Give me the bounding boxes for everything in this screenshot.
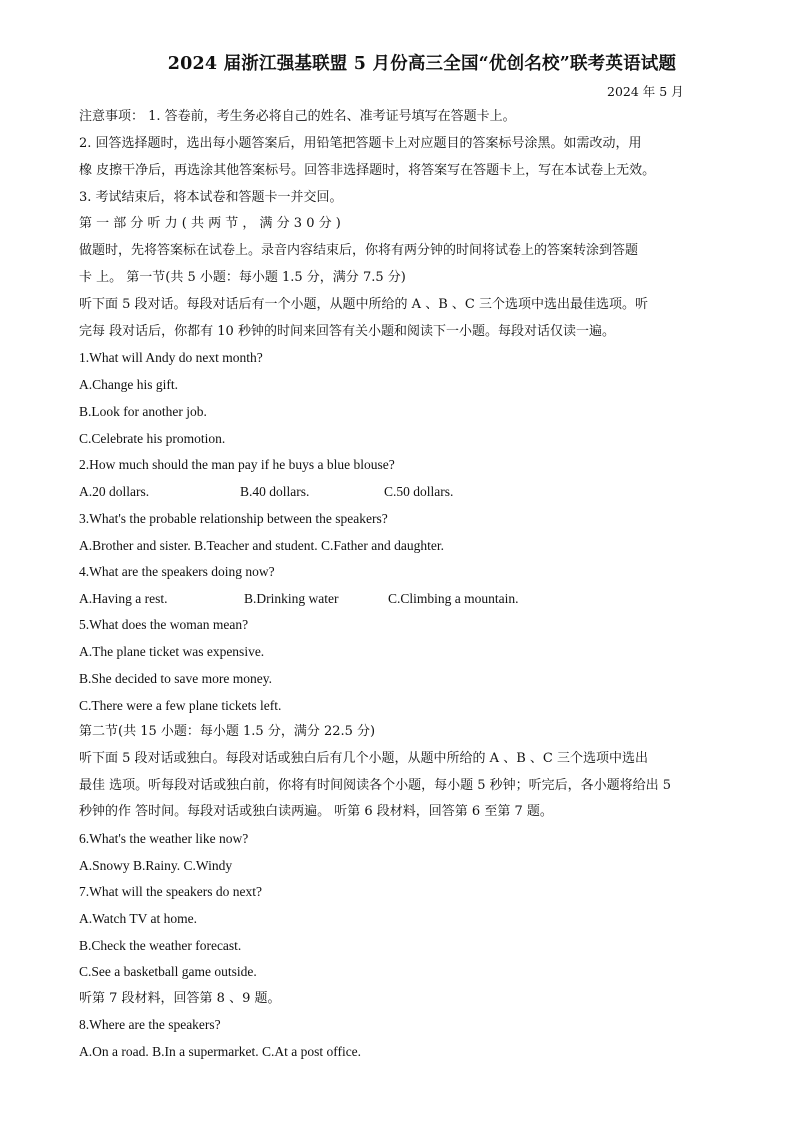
question-5-option-a: A.The plane ticket was expensive. bbox=[79, 644, 265, 659]
question-4-option-c: C.Climbing a mountain. bbox=[388, 591, 519, 606]
question-4-option-b: B.Drinking water bbox=[244, 591, 339, 606]
part1-intro-line-2: 卡 上。 第一节(共 5 小题：每小题 1.5 分，满分 7.5 分) bbox=[79, 270, 406, 285]
question-2-option-a: A.20 dollars. bbox=[79, 484, 150, 499]
question-2-option-b: B.40 dollars. bbox=[240, 484, 310, 499]
question-6-options: A.Snowy B.Rainy. C.Windy bbox=[79, 858, 233, 873]
question-3: 3.What's the probable relationship between the speakers? bbox=[79, 511, 388, 526]
question-1-option-a: A.Change his gift. bbox=[79, 377, 178, 392]
question-1: 1.What will Andy do next month? bbox=[79, 350, 263, 365]
question-3-options: A.Brother and sister. B.Teacher and student. C.Father and daughter. bbox=[79, 538, 444, 553]
question-4-option-a: A.Having a rest. bbox=[79, 591, 168, 606]
question-6: 6.What's the weather like now? bbox=[79, 831, 249, 846]
section2-instruction-line-1: 听下面 5 段对话或独白。每段对话或独白后有几个小题，从题中所给的 A 、B 、C 三个选项中选出 bbox=[79, 751, 648, 766]
notes-line-3: 橡 皮擦干净后，再选涂其他答案标号。回答非选择题时，将答案写在答题卡上，写在本试卷上无效。 bbox=[79, 163, 656, 178]
question-7-option-a: A.Watch TV at home. bbox=[79, 911, 198, 926]
question-1-option-b: B.Look for another job. bbox=[79, 404, 207, 419]
section2-instruction-line-3: 秒钟的作 答时间。每段对话或独白读两遍。 听第 6 段材料，回答第 6 至第 7 题。 bbox=[79, 804, 553, 819]
question-7-option-b: B.Check the weather forecast. bbox=[79, 938, 242, 953]
question-5-option-c: C.There were a few plane tickets left. bbox=[79, 698, 282, 713]
question-7-option-c: C.See a basketball game outside. bbox=[79, 964, 257, 979]
question-5: 5.What does the woman mean? bbox=[79, 617, 249, 632]
section2-instruction-line-2: 最佳 选项。听每段对话或独白前，你将有时间阅读各个小题，每小题 5 秒钟；听完后，各小题将给出 5 bbox=[79, 778, 672, 793]
part1-intro-line-1: 做题时，先将答案标在试卷上。录音内容结束后，你将有两分钟的时间将试卷上的答案转涂到答题 bbox=[79, 243, 639, 258]
question-8: 8.Where are the speakers? bbox=[79, 1017, 221, 1032]
question-7: 7.What will the speakers do next? bbox=[79, 884, 262, 899]
question-1-option-c: C.Celebrate his promotion. bbox=[79, 431, 226, 446]
question-4: 4.What are the speakers doing now? bbox=[79, 564, 275, 579]
exam-date: 2024 年 5 月 bbox=[607, 84, 684, 99]
section2-heading: 第二节(共 15 小题：每小题 1.5 分，满分 22.5 分) bbox=[79, 724, 376, 739]
section1-instruction-line-1: 听下面 5 段对话。每段对话后有一个小题，从题中所给的 A 、B 、C 三个选项中选出最佳选项。听 bbox=[79, 297, 648, 312]
page-title: 2024 届浙江强基联盟 5 月份高三全国“优创名校”联考英语试题 bbox=[167, 54, 677, 74]
question-2: 2.How much should the man pay if he buys a blue blouse? bbox=[79, 457, 395, 472]
notes-line-1: 注意事项： 1. 答卷前，考生务必将自己的姓名、准考证号填写在答题卡上。 bbox=[79, 109, 516, 124]
section1-instruction-line-2: 完每 段对话后，你都有 10 秒钟的时间来回答有关小题和阅读下一小题。每段对话仅读一遍。 bbox=[79, 324, 615, 339]
segment-7-instruction: 听第 7 段材料，回答第 8 、9 题。 bbox=[79, 991, 281, 1006]
question-8-options: A.On a road. B.In a supermarket. C.At a post office. bbox=[79, 1044, 362, 1059]
notes-line-2: 2. 回答选择题时，选出每小题答案后，用铅笔把答题卡上对应题目的答案标号涂黑。如需改动，用 bbox=[79, 136, 642, 151]
question-5-option-b: B.She decided to save more money. bbox=[79, 671, 272, 686]
question-2-option-c: C.50 dollars. bbox=[384, 484, 454, 499]
part1-heading: 第 一 部 分 听 力 ( 共 两 节 ， 满 分 3 0 分 ) bbox=[79, 216, 341, 231]
notes-line-4: 3. 考试结束后，将本试卷和答题卡一并交回。 bbox=[79, 190, 343, 205]
